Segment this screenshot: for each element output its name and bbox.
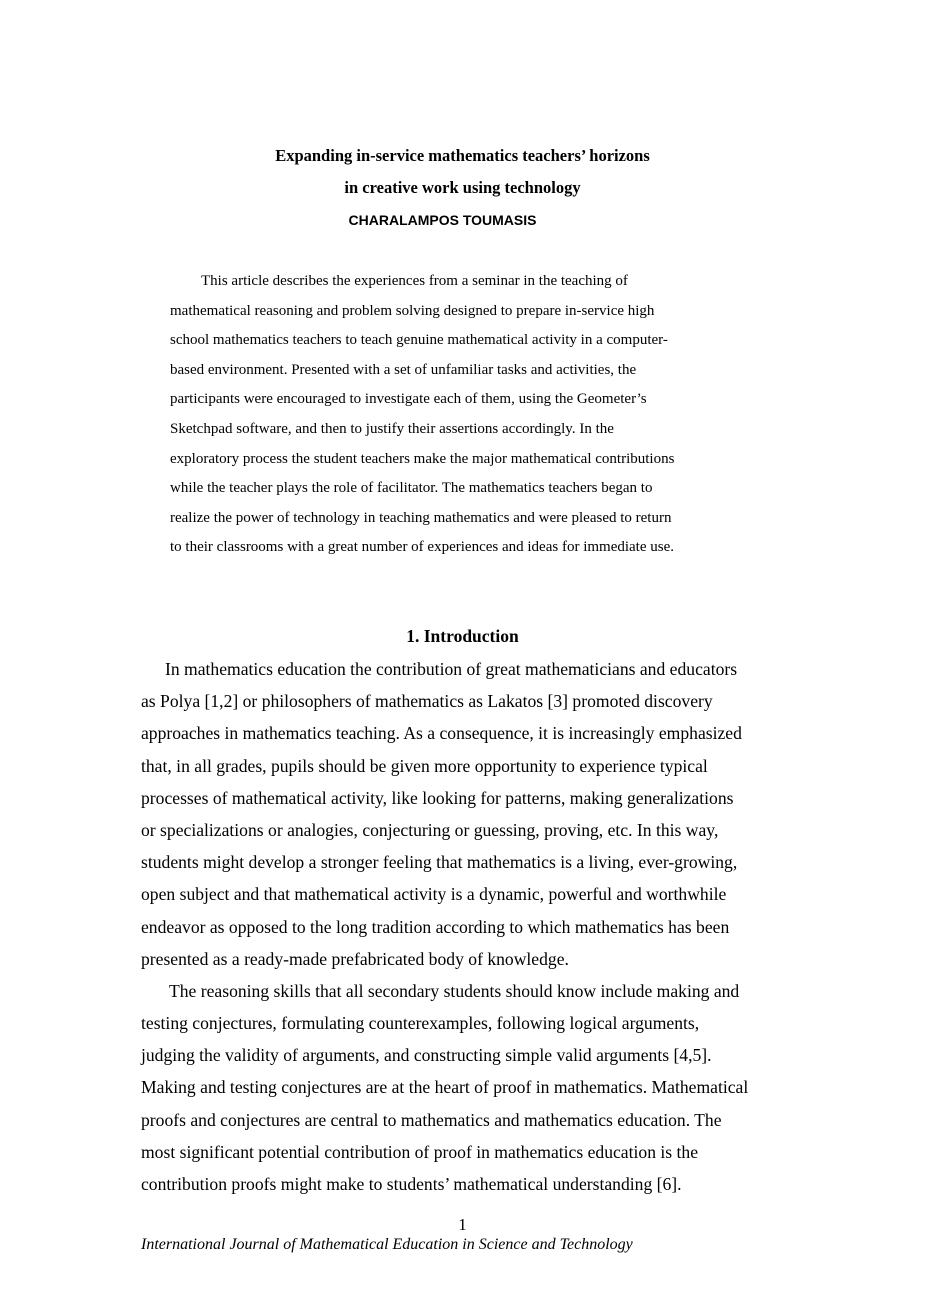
abstract-line: participants were encouraged to investigate each of them, using the Geometer’s xyxy=(170,391,647,408)
body-line: processes of mathematical activity, like looking for patterns, making generalizations xyxy=(141,787,734,808)
footer: International Journal of Mathematical Education in Science and Technology xyxy=(141,1236,633,1253)
title-line-1: Expanding in-service mathematics teachers’ horizons xyxy=(275,146,650,165)
section-heading: 1. Introduction xyxy=(406,626,519,646)
body-line: approaches in mathematics teaching. As a consequence, it is increasingly emphasized xyxy=(141,723,742,744)
body-line: as Polya [1,2] or philosophers of mathematics as Lakatos [3] promoted discovery xyxy=(141,691,713,712)
abstract-line: while the teacher plays the role of facilitator. The mathematics teachers began to xyxy=(170,480,653,497)
body-line: endeavor as opposed to the long tradition according to which mathematics has been xyxy=(141,916,730,937)
body-line: or specializations or analogies, conjecturing or guessing, proving, etc. In this way, xyxy=(141,819,719,840)
body-line: presented as a ready-made prefabricated body of knowledge. xyxy=(141,948,569,969)
abstract-line: school mathematics teachers to teach genuine mathematical activity in a computer- xyxy=(170,332,668,349)
body-line: Making and testing conjectures are at the heart of proof in mathematics. Mathematical xyxy=(141,1077,749,1098)
body-line: proofs and conjectures are central to mathematics and mathematics education. The xyxy=(141,1109,722,1130)
body-line: open subject and that mathematical activity is a dynamic, powerful and worthwhile xyxy=(141,884,727,905)
abstract-line: to their classrooms with a great number of experiences and ideas for immediate use. xyxy=(170,539,674,556)
body-line: most significant potential contribution of proof in mathematics education is the xyxy=(141,1141,699,1162)
body-line: students might develop a stronger feeling that mathematics is a living, ever-growing, xyxy=(141,852,738,873)
body-line: In mathematics education the contribution of great mathematicians and educators xyxy=(165,659,738,679)
abstract-line: exploratory process the student teachers make the major mathematical contributions xyxy=(170,450,675,467)
body-line: judging the validity of arguments, and constructing simple valid arguments [4,5]. xyxy=(141,1045,712,1066)
body-line: testing conjectures, formulating counterexamples, following logical arguments, xyxy=(141,1013,700,1034)
abstract xyxy=(170,267,674,563)
abstract-line: Sketchpad software, and then to justify their assertions accordingly. In the xyxy=(170,420,614,437)
abstract-line: realize the power of technology in teaching mathematics and were pleased to return xyxy=(170,509,672,526)
page-number: 1 xyxy=(458,1215,467,1234)
body-line: contribution proofs might make to students’ mathematical understanding [6]. xyxy=(141,1174,682,1194)
body-line: that, in all grades, pupils should be given more opportunity to experience typical xyxy=(141,755,708,776)
abstract-line: This article describes the experiences from a seminar in the teaching of xyxy=(201,273,628,289)
title-line-2: in creative work using technology xyxy=(344,178,581,197)
body-line: The reasoning skills that all secondary students should know include making and xyxy=(169,980,740,1001)
abstract-line: based environment. Presented with a set of unfamiliar tasks and activities, the xyxy=(170,361,637,378)
body-text xyxy=(141,653,748,1200)
author: CHARALAMPOS TOUMASIS xyxy=(348,212,537,228)
abstract-line: mathematical reasoning and problem solving designed to prepare in-service high xyxy=(170,302,655,319)
